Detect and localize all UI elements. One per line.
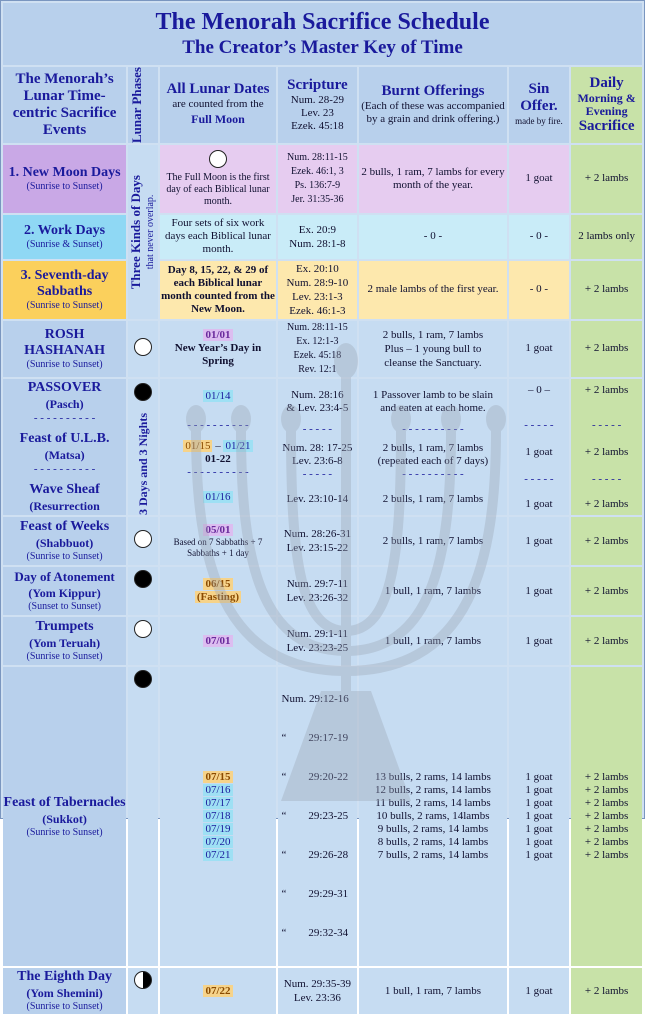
scripture-ref: Lev. 23:15-22 (286, 542, 349, 555)
event-time: (Sunrise to Sunset) (26, 826, 103, 838)
page-title: The Menorah Sacrifice Schedule (155, 9, 490, 35)
event-time: (Sunset to Sunset) (28, 601, 101, 613)
header-burnt-title: Burnt Offerings (381, 83, 485, 100)
daily-text: + 2 lambs (584, 534, 629, 547)
row-passover-block (3, 379, 642, 515)
half-moon-icon (134, 971, 152, 989)
daily-text: + 2 lambs (584, 283, 629, 296)
row-sabbaths (3, 261, 642, 319)
burnt-text: 8 bulls, 2 rams, 14 lambs (377, 836, 489, 849)
dates-cell (160, 968, 275, 1014)
burnt-cell (359, 567, 506, 615)
scripture-ref: & Lev. 23:4-5 (286, 401, 349, 414)
date-value: 01/16 (205, 491, 231, 503)
burnt-text: (repeated each of 7 days) (377, 454, 489, 467)
scripture-cell (278, 215, 358, 259)
header-dates-note: are counted from the (172, 98, 264, 111)
divider: - - - - - (302, 467, 333, 480)
burnt-text: 11 bulls, 2 rams, 14 lambs (375, 797, 491, 810)
scripture-cell (278, 617, 358, 665)
dates-cell (160, 379, 275, 515)
burnt-cell (359, 968, 506, 1014)
sin-text: 1 goat (525, 784, 553, 797)
header-events-text: The Menorah’s Lunar Time-centric Sacrifice Events (12, 70, 117, 138)
daily-text: + 2 lambs (584, 771, 629, 784)
burnt-cell (359, 667, 506, 966)
daily-text: + 2 lambs (584, 836, 629, 849)
burnt-text: - 0 - (423, 230, 443, 243)
three-kinds-sub: that never overlap. (145, 194, 157, 270)
burnt-cell (359, 379, 506, 515)
three-kinds-label: Three Kinds of Days (128, 174, 144, 290)
event-time: (Sunrise & Sunset) (26, 238, 103, 250)
sin-text: - 0 - (529, 283, 549, 296)
event-time: (Sunrise to Sunset) (26, 299, 103, 311)
date-note: New Year’s Day in Spring (174, 342, 262, 368)
header-daily-last: Sacrifice (578, 117, 635, 134)
scripture-ref: Ezek. 46:1, 3 (291, 165, 344, 177)
scripture-ref: “ 29:20-22 (281, 771, 349, 784)
full-moon-icon (134, 620, 152, 638)
sin-text: 1 goat (525, 836, 553, 849)
scripture-ref: Lev. 23:1-3 (292, 290, 343, 303)
date-value: 01/21 (225, 440, 251, 452)
phase-cell (128, 667, 158, 966)
header-scripture-ref: Ezek. 45:18 (291, 119, 344, 132)
divider: - - - - - - - - - - (33, 412, 96, 424)
header-daily-mid: Morning & Evening (577, 90, 636, 118)
sin-text: 1 goat (525, 810, 553, 823)
burnt-text: 1 bull, 1 ram, 7 lambs (384, 584, 482, 597)
scripture-ref: Ex. 20:9 (298, 223, 337, 236)
event-sub: (Yom Shemini) (26, 986, 103, 1001)
scripture-cell (278, 567, 358, 615)
sin-cell (509, 567, 570, 615)
full-moon-icon (134, 338, 152, 356)
header-phases-text: Lunar Phases (129, 67, 145, 143)
date-value: 01/15 (185, 440, 211, 452)
burnt-text: 1 bull, 1 ram, 7 lambs (384, 634, 482, 647)
date-value: 07/19 (205, 823, 231, 836)
event-sub: (Yom Kippur) (28, 586, 101, 601)
event-cell (3, 215, 126, 259)
header-dates-fullmoon: Full Moon (191, 112, 245, 127)
event-sub: (Shabbuot) (35, 536, 94, 551)
event-sub: (Pasch) (45, 397, 84, 411)
daily-text: + 2 lambs (584, 172, 629, 185)
divider: - - - - - (591, 418, 622, 431)
event-cell (3, 667, 126, 966)
full-moon-icon (134, 530, 152, 548)
scripture-ref: Ezek. 45:18 (293, 349, 342, 361)
phase-cell (128, 379, 158, 515)
burnt-text: 1 Passover lamb to be slain (372, 388, 493, 401)
event-name: 3. Seventh-day Sabbaths (20, 267, 109, 299)
scripture-ref: Num. 28:16 (291, 388, 344, 401)
sin-cell (509, 261, 570, 319)
burnt-cell (359, 261, 506, 319)
event-cell (3, 261, 126, 319)
daily-cell (571, 567, 642, 615)
scripture-ref: “ 29:17-19 (281, 732, 349, 745)
burnt-text: 2 bulls, 1 ram, 7 lambs (382, 534, 484, 547)
dates-cell (160, 321, 275, 377)
header-burnt (359, 67, 506, 143)
event-name: The Eighth Day (17, 969, 113, 985)
row-trumpets (3, 617, 642, 665)
scripture-ref: Jer. 31:35-36 (291, 193, 344, 205)
date-value: 05/01 (205, 523, 231, 536)
scripture-ref: Lev. 23:6-8 (292, 454, 343, 467)
scripture-ref: Lev. 23:26-32 (286, 592, 349, 605)
event-cell (3, 968, 126, 1014)
row-rosh-hashanah (3, 321, 642, 377)
sin-text: 1 goat (525, 849, 553, 862)
divider: - - - - - - - - - - (402, 467, 464, 480)
daily-text: + 2 lambs (584, 823, 629, 836)
daily-cell (571, 667, 642, 966)
event-name: PASSOVER (27, 380, 102, 395)
sin-text: 1 goat (525, 797, 553, 810)
burnt-text: 2 male lambs of the first year. (367, 283, 499, 296)
new-moon-icon (134, 670, 152, 688)
scripture-ref: Num. 29:35-39 (283, 978, 351, 991)
sin-text: 1 goat (525, 534, 553, 547)
sin-cell (509, 321, 570, 377)
date-note: Based on 7 Sabbaths + 7 Sabbaths + 1 day (173, 536, 263, 558)
sin-text: 1 goat (525, 172, 553, 185)
event-cell (3, 617, 126, 665)
scripture-ref: Num. 28:1-8 (289, 237, 346, 250)
scripture-ref: Ps. 136:7-9 (294, 179, 341, 191)
event-name: Feast of Tabernacles (3, 794, 126, 810)
event-sub: (Yom Teruah) (29, 636, 101, 651)
daily-text: + 2 lambs (584, 342, 629, 355)
burnt-text: 2 bulls, 1 ram, 7 lambs for every month of the year. (361, 165, 505, 191)
dates-cell (160, 261, 275, 319)
burnt-cell (359, 145, 506, 213)
burnt-text: 2 bulls, 1 ram, 7 lambs (382, 492, 484, 505)
burnt-text: Plus – 1 young bull to (384, 342, 482, 355)
header-scripture-title: Scripture (287, 76, 348, 93)
daily-text: + 2 lambs (584, 497, 629, 510)
new-moon-icon (134, 570, 152, 588)
scripture-ref: “ 29:23-25 (281, 810, 349, 823)
divider: - - - - - (524, 472, 554, 485)
date-value: 01/01 (205, 329, 231, 342)
scripture-cell (278, 968, 358, 1014)
sin-text: 1 goat (525, 342, 553, 355)
burnt-text: 1 bull, 1 ram, 7 lambs (384, 984, 482, 997)
daily-text: + 2 lambs (584, 797, 629, 810)
event-cell (3, 145, 126, 213)
scripture-ref: Rev. 12:1 (298, 363, 337, 375)
event-name: Trumpets (35, 619, 94, 635)
dates-cell (160, 215, 275, 259)
event-sub: (Resurrection (29, 499, 100, 513)
header-events (3, 67, 126, 143)
sin-cell (509, 968, 570, 1014)
divider: - - - - - - - - - - (187, 466, 249, 478)
date-value: 07/18 (205, 810, 231, 823)
header-sin-note: made by fire. (515, 116, 563, 127)
header-dates (160, 67, 275, 143)
date-value: 07/20 (205, 836, 231, 849)
scripture-cell (278, 517, 358, 565)
divider: - - - - - - - - - - (402, 422, 464, 435)
dates-text: The Full Moon is the first day of each Biblical lunar month. (166, 171, 270, 207)
daily-text: + 2 lambs (584, 784, 629, 797)
scripture-ref: “ 29:32-34 (281, 927, 349, 940)
sin-cell (509, 617, 570, 665)
daily-cell (571, 968, 642, 1014)
scripture-ref: Lev. 23:23-25 (286, 642, 349, 655)
daily-cell (571, 379, 642, 515)
daily-cell (571, 321, 642, 377)
dates-cell (160, 145, 275, 213)
row-eighth-day (3, 968, 642, 1014)
burnt-text: 9 bulls, 2 rams, 14 lambs (377, 823, 489, 836)
dates-cell (160, 517, 275, 565)
phase-cell (128, 517, 158, 565)
sin-text: 1 goat (525, 584, 553, 597)
scripture-ref: Ex. 12:1-3 (296, 335, 339, 347)
burnt-cell (359, 617, 506, 665)
header-scripture-ref: Lev. 23 (300, 106, 334, 119)
daily-cell (571, 617, 642, 665)
row-tabernacles (3, 667, 642, 966)
scripture-cell (278, 321, 358, 377)
daily-text: + 2 lambs (584, 634, 629, 647)
sin-text: 1 goat (525, 445, 553, 458)
dates-cell (160, 567, 275, 615)
header-sin (509, 67, 570, 143)
scripture-cell (278, 145, 358, 213)
row-day-of-atonement (3, 567, 642, 615)
phase-cell (128, 321, 158, 377)
event-name: Day of Atonement (14, 569, 115, 585)
sin-text: 1 goat (525, 984, 553, 997)
burnt-cell (359, 215, 506, 259)
event-sub: (Matsa) (44, 448, 85, 462)
phase-cell (128, 968, 158, 1014)
daily-cell (571, 145, 642, 213)
sin-text: 1 goat (525, 771, 553, 784)
sin-text: 1 goat (525, 634, 553, 647)
divider: - - - - - (302, 422, 333, 435)
row-work-days (3, 215, 642, 259)
burnt-cell (359, 517, 506, 565)
date-value: 07/21 (205, 849, 231, 862)
daily-text: + 2 lambs (584, 984, 629, 997)
new-moon-icon (134, 383, 152, 401)
event-time: (Sunrise to Sunset) (26, 651, 103, 663)
daily-text: + 2 lambs (584, 584, 629, 597)
row-feast-of-weeks (3, 517, 642, 565)
dates-cell (160, 617, 275, 665)
date-value: 01-22 (205, 453, 231, 465)
burnt-text: 2 bulls, 1 ram, 7 lambs (382, 328, 484, 341)
daily-text: + 2 lambs (584, 849, 629, 862)
dates-text: Day 8, 15, 22, & 29 of each Biblical lunar month counted from the New Moon. (161, 263, 275, 315)
divider: - - - - - (591, 472, 622, 485)
scripture-ref: Num. 28:11-15 (287, 321, 348, 333)
header-sin-title: Sin Offer. (520, 81, 558, 115)
burnt-cell (359, 321, 506, 377)
event-cell (3, 567, 126, 615)
event-time: (Sunrise to Sunset) (26, 180, 103, 192)
burnt-text: 12 bulls, 2 rams, 14 lambs (375, 784, 491, 797)
scripture-ref: Lev. 23:10-14 (286, 492, 349, 505)
header-scripture (278, 67, 358, 143)
full-moon-icon (209, 150, 227, 168)
event-cell (3, 379, 126, 515)
header-burnt-note: (Each of these was accompanied by a grain and drink offering.) (361, 100, 505, 126)
burnt-text: 10 bulls, 2 rams, 14lambs (376, 810, 490, 823)
sin-cell (509, 379, 570, 515)
sin-cell (509, 517, 570, 565)
scripture-ref: Ex. 20:10 (296, 262, 339, 275)
divider: - - - - - - - - - - (187, 419, 249, 431)
daily-cell (571, 215, 642, 259)
header-daily-title: Daily (589, 74, 624, 91)
scripture-cell (278, 261, 358, 319)
date-value: 07/01 (205, 634, 231, 647)
burnt-text: 7 bulls, 2 rams, 14 lambs (377, 849, 489, 862)
sin-cell (509, 145, 570, 213)
header-scripture-ref: Num. 28-29 (290, 93, 344, 106)
event-name: Wave Sheaf (29, 482, 100, 497)
header-daily (571, 67, 642, 143)
date-value: 01/14 (205, 390, 231, 402)
three-kinds-cell (128, 145, 158, 319)
event-time: (Sunrise to Sunset) (26, 1001, 103, 1013)
event-name: 2. Work Days (24, 222, 106, 238)
scripture-ref: Num. 29:1-11 (286, 628, 349, 641)
date-value: 07/15 (205, 771, 231, 784)
scripture-cell (278, 379, 358, 515)
event-name: Feast of U.L.B. (19, 431, 110, 446)
date-value: 07/17 (205, 797, 231, 810)
daily-cell (571, 517, 642, 565)
header-phases (128, 67, 158, 143)
sin-cell (509, 667, 570, 966)
dates-cell (160, 667, 275, 966)
daily-text: + 2 lambs (584, 445, 629, 458)
event-time: (Sunrise to Sunset) (26, 358, 103, 370)
scripture-ref: Num. 28:11-15 (287, 151, 348, 163)
daily-cell (571, 261, 642, 319)
scripture-ref: Ezek. 46:1-3 (289, 304, 346, 317)
burnt-text: 2 bulls, 1 ram, 7 lambs (382, 441, 484, 454)
phase-cell (128, 567, 158, 615)
scripture-cell (278, 667, 358, 966)
date-value: 07/16 (205, 784, 231, 797)
date-value: 06/15 (205, 578, 231, 591)
date-note: (Fasting) (196, 591, 240, 604)
event-name: Feast of Weeks (19, 519, 110, 535)
event-sub: (Sukkot) (42, 811, 87, 826)
dates-text: Four sets of six work days each Biblical lunar month. (164, 217, 271, 256)
scripture-ref: Num. 29:7-11 (286, 578, 349, 591)
scripture-ref: Num. 29:12-16 (281, 693, 349, 706)
event-name: ROSH HASHANAH (24, 326, 106, 358)
sin-text: 1 goat (525, 497, 553, 510)
sin-cell (509, 215, 570, 259)
burnt-text: and eaten at each home. (380, 401, 486, 414)
scripture-ref: Lev. 23:36 (293, 992, 341, 1005)
date-sep: – (212, 440, 224, 452)
event-cell (3, 517, 126, 565)
scripture-ref: Num. 28:9-10 (286, 276, 349, 289)
daily-text: + 2 lambs (584, 810, 629, 823)
burnt-text: 13 bulls, 2 rams, 14 lambs (375, 771, 491, 784)
divider: - - - - - (524, 418, 554, 431)
title-block (3, 3, 642, 65)
row-new-moon (3, 145, 642, 213)
daily-text: 2 lambs only (578, 230, 636, 243)
sin-text: 1 goat (525, 823, 553, 836)
burnt-text: cleanse the Sanctuary. (384, 356, 482, 369)
scripture-ref: Num. 28:26-31 (283, 528, 351, 541)
sin-text: – 0 – (527, 383, 550, 396)
three-days-label: 3 Days and 3 Nights (135, 412, 150, 516)
scripture-ref: “ 29:29-31 (281, 888, 349, 901)
sin-text: - 0 - (529, 230, 549, 243)
divider: - - - - - - - - - - (33, 463, 96, 475)
event-cell (3, 321, 126, 377)
page-subtitle: The Creator’s Master Key of Time (182, 37, 463, 58)
scripture-ref: “ 29:26-28 (281, 849, 349, 862)
event-time: (Sunrise to Sunset) (26, 551, 103, 563)
schedule-table (1, 1, 644, 1016)
event-name: 1. New Moon Days (8, 164, 121, 180)
phase-cell (128, 617, 158, 665)
date-value: 07/22 (205, 984, 231, 997)
header-dates-title: All Lunar Dates (166, 81, 270, 98)
daily-text: + 2 lambs (584, 383, 629, 396)
scripture-ref: Num. 28: 17-25 (282, 441, 353, 454)
